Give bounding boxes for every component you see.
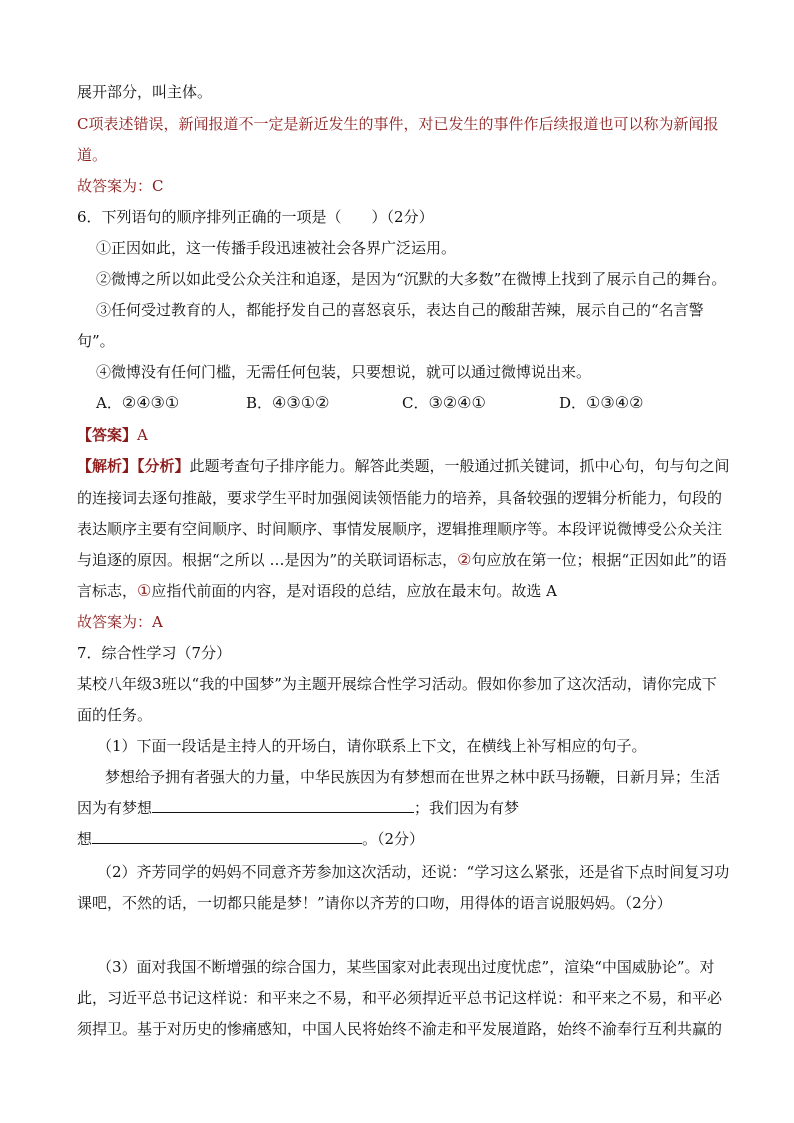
subquestion-1: （1）下面一段话是主持人的开场白，请你联系上下文，在横线上补写相应的句子。 bbox=[97, 737, 647, 755]
answer-blank-1[interactable] bbox=[152, 798, 414, 813]
analysis-text: 应指代前面的内容，是对语段的总结，应放在最末句。故选 A bbox=[151, 582, 557, 600]
analysis-text: 句应放在第一位；根据“正因如此”的语 bbox=[471, 551, 727, 569]
option-label: B． bbox=[246, 394, 273, 412]
analysis-text: 与追逐的原因。根据“之所以 …是因为”的关联词语标志， bbox=[77, 551, 458, 569]
analysis-line bbox=[77, 550, 734, 570]
option-c[interactable] bbox=[402, 393, 486, 413]
analysis-text: 言标志， bbox=[77, 582, 138, 600]
analysis-line: 表达顺序主要有空间顺序、时间顺序、事情发展顺序，逻辑推理顺序等。本段评说微博受公众关注 bbox=[77, 520, 723, 538]
option-label: A． bbox=[96, 394, 122, 412]
question-7-intro: 面的任务。 bbox=[77, 706, 153, 724]
option-b[interactable] bbox=[246, 393, 329, 413]
option-d[interactable] bbox=[559, 393, 643, 413]
sentence-4: ④微博没有任何门槛，无需任何包装，只要想说，就可以通过微博说出来。 bbox=[96, 363, 592, 381]
subquestion-3: （3）面对我国不断增强的综合国力，某些国家对此表现出过度忧虑”，渲染“中国威胁论”。对 bbox=[97, 958, 715, 976]
answer-tag: 【答案】 bbox=[77, 426, 138, 444]
option-value: ③②④① bbox=[428, 393, 486, 412]
explanation-c-line: 道。 bbox=[77, 146, 108, 164]
question-6-stem: 6．下列语句的顺序排列正确的一项是（ ）（2分） bbox=[77, 208, 434, 226]
circled-number: ① bbox=[137, 581, 152, 600]
sentence-2: ②微博之所以如此受公众关注和追逐，是因为“沉默的大多数”在微博上找到了展示自己的舞台。 bbox=[96, 270, 727, 288]
option-value: ②④③① bbox=[121, 393, 180, 412]
subquestion-3: 须捍卫。基于对历史的惨痛感知，中国人民将始终不渝走和平发展道路，始终不渝奉行互利共赢的 bbox=[77, 1020, 723, 1038]
subquestion-1-text bbox=[77, 798, 734, 818]
option-value: ④③①② bbox=[272, 393, 330, 412]
sentence-3-cont: 句”。 bbox=[77, 332, 115, 350]
analysis-line bbox=[77, 456, 734, 476]
question-7-title: 7．综合性学习（7分） bbox=[77, 644, 232, 662]
text-line: 展开部分，叫主体。 bbox=[77, 83, 213, 101]
option-value: ①③④② bbox=[586, 393, 644, 412]
explanation-c-line: C项表述错误，新闻报道不一定是新近发生的事件，对已发生的事件作后续报道也可以称为新闻报 bbox=[77, 115, 719, 133]
subquestion-1-text: 梦想给予拥有者强大的力量，中华民族因为有梦想而在世界之林中跃马扬鞭，日新月异；生活 bbox=[105, 768, 721, 786]
option-a[interactable] bbox=[96, 393, 179, 413]
circled-number: ② bbox=[457, 550, 472, 569]
question-7-intro: 某校八年级3班以“我的中国梦”为主题开展综合性学习活动。假如你参加了这次活动，请你完成下 bbox=[77, 675, 717, 693]
subquestion-2: （2）齐芳同学的妈妈不同意齐芳参加这次活动，还说：“学习这么紧张，还是省下点时间复习功 bbox=[97, 863, 730, 881]
answer-line: 故答案为：A bbox=[77, 613, 163, 631]
text-fragment: 想 bbox=[77, 830, 93, 848]
sentence-1: ①正因如此，这一传播手段迅速被社会各界广泛运用。 bbox=[96, 239, 457, 257]
analysis-line bbox=[77, 581, 734, 601]
option-label: C． bbox=[402, 394, 429, 412]
analysis-text: 此题考查句子排序能力。解答此类题，一般通过抓关键词，抓中心句，句与句之间 bbox=[189, 457, 730, 475]
analysis-line: 的连接词去逐句推敲，要求学生平时加强阅读领悟能力的培养，具备较强的逻辑分析能力，句段的 bbox=[77, 489, 723, 507]
subquestion-1-text bbox=[77, 829, 734, 849]
answer-blank-2[interactable] bbox=[92, 829, 362, 844]
subquestion-3: 此，习近平总书记这样说：和平来之不易，和平必须捍近平总书记这样说：和平来之不易，和平必 bbox=[77, 989, 723, 1007]
subquestion-2: 课吧，不然的话，一切都只能是梦！”请你以齐芳的口吻，用得体的语言说服妈妈。（2分） bbox=[77, 894, 672, 912]
option-label: D． bbox=[559, 394, 587, 412]
sentence-3: ③任何受过教育的人，都能抒发自己的喜怒哀乐，表达自己的酸甜苦辣，展示自己的“名言警 bbox=[96, 301, 704, 319]
text-fragment: ；我们因为有梦 bbox=[414, 799, 520, 817]
answer-value: A bbox=[137, 426, 148, 444]
answer-line: 故答案为：C bbox=[77, 177, 164, 195]
text-fragment: 因为有梦想 bbox=[77, 799, 153, 817]
analysis-tag: 【解析】【分析】 bbox=[77, 457, 190, 475]
answer-row bbox=[77, 425, 734, 445]
text-fragment: 。（2分） bbox=[362, 830, 425, 848]
